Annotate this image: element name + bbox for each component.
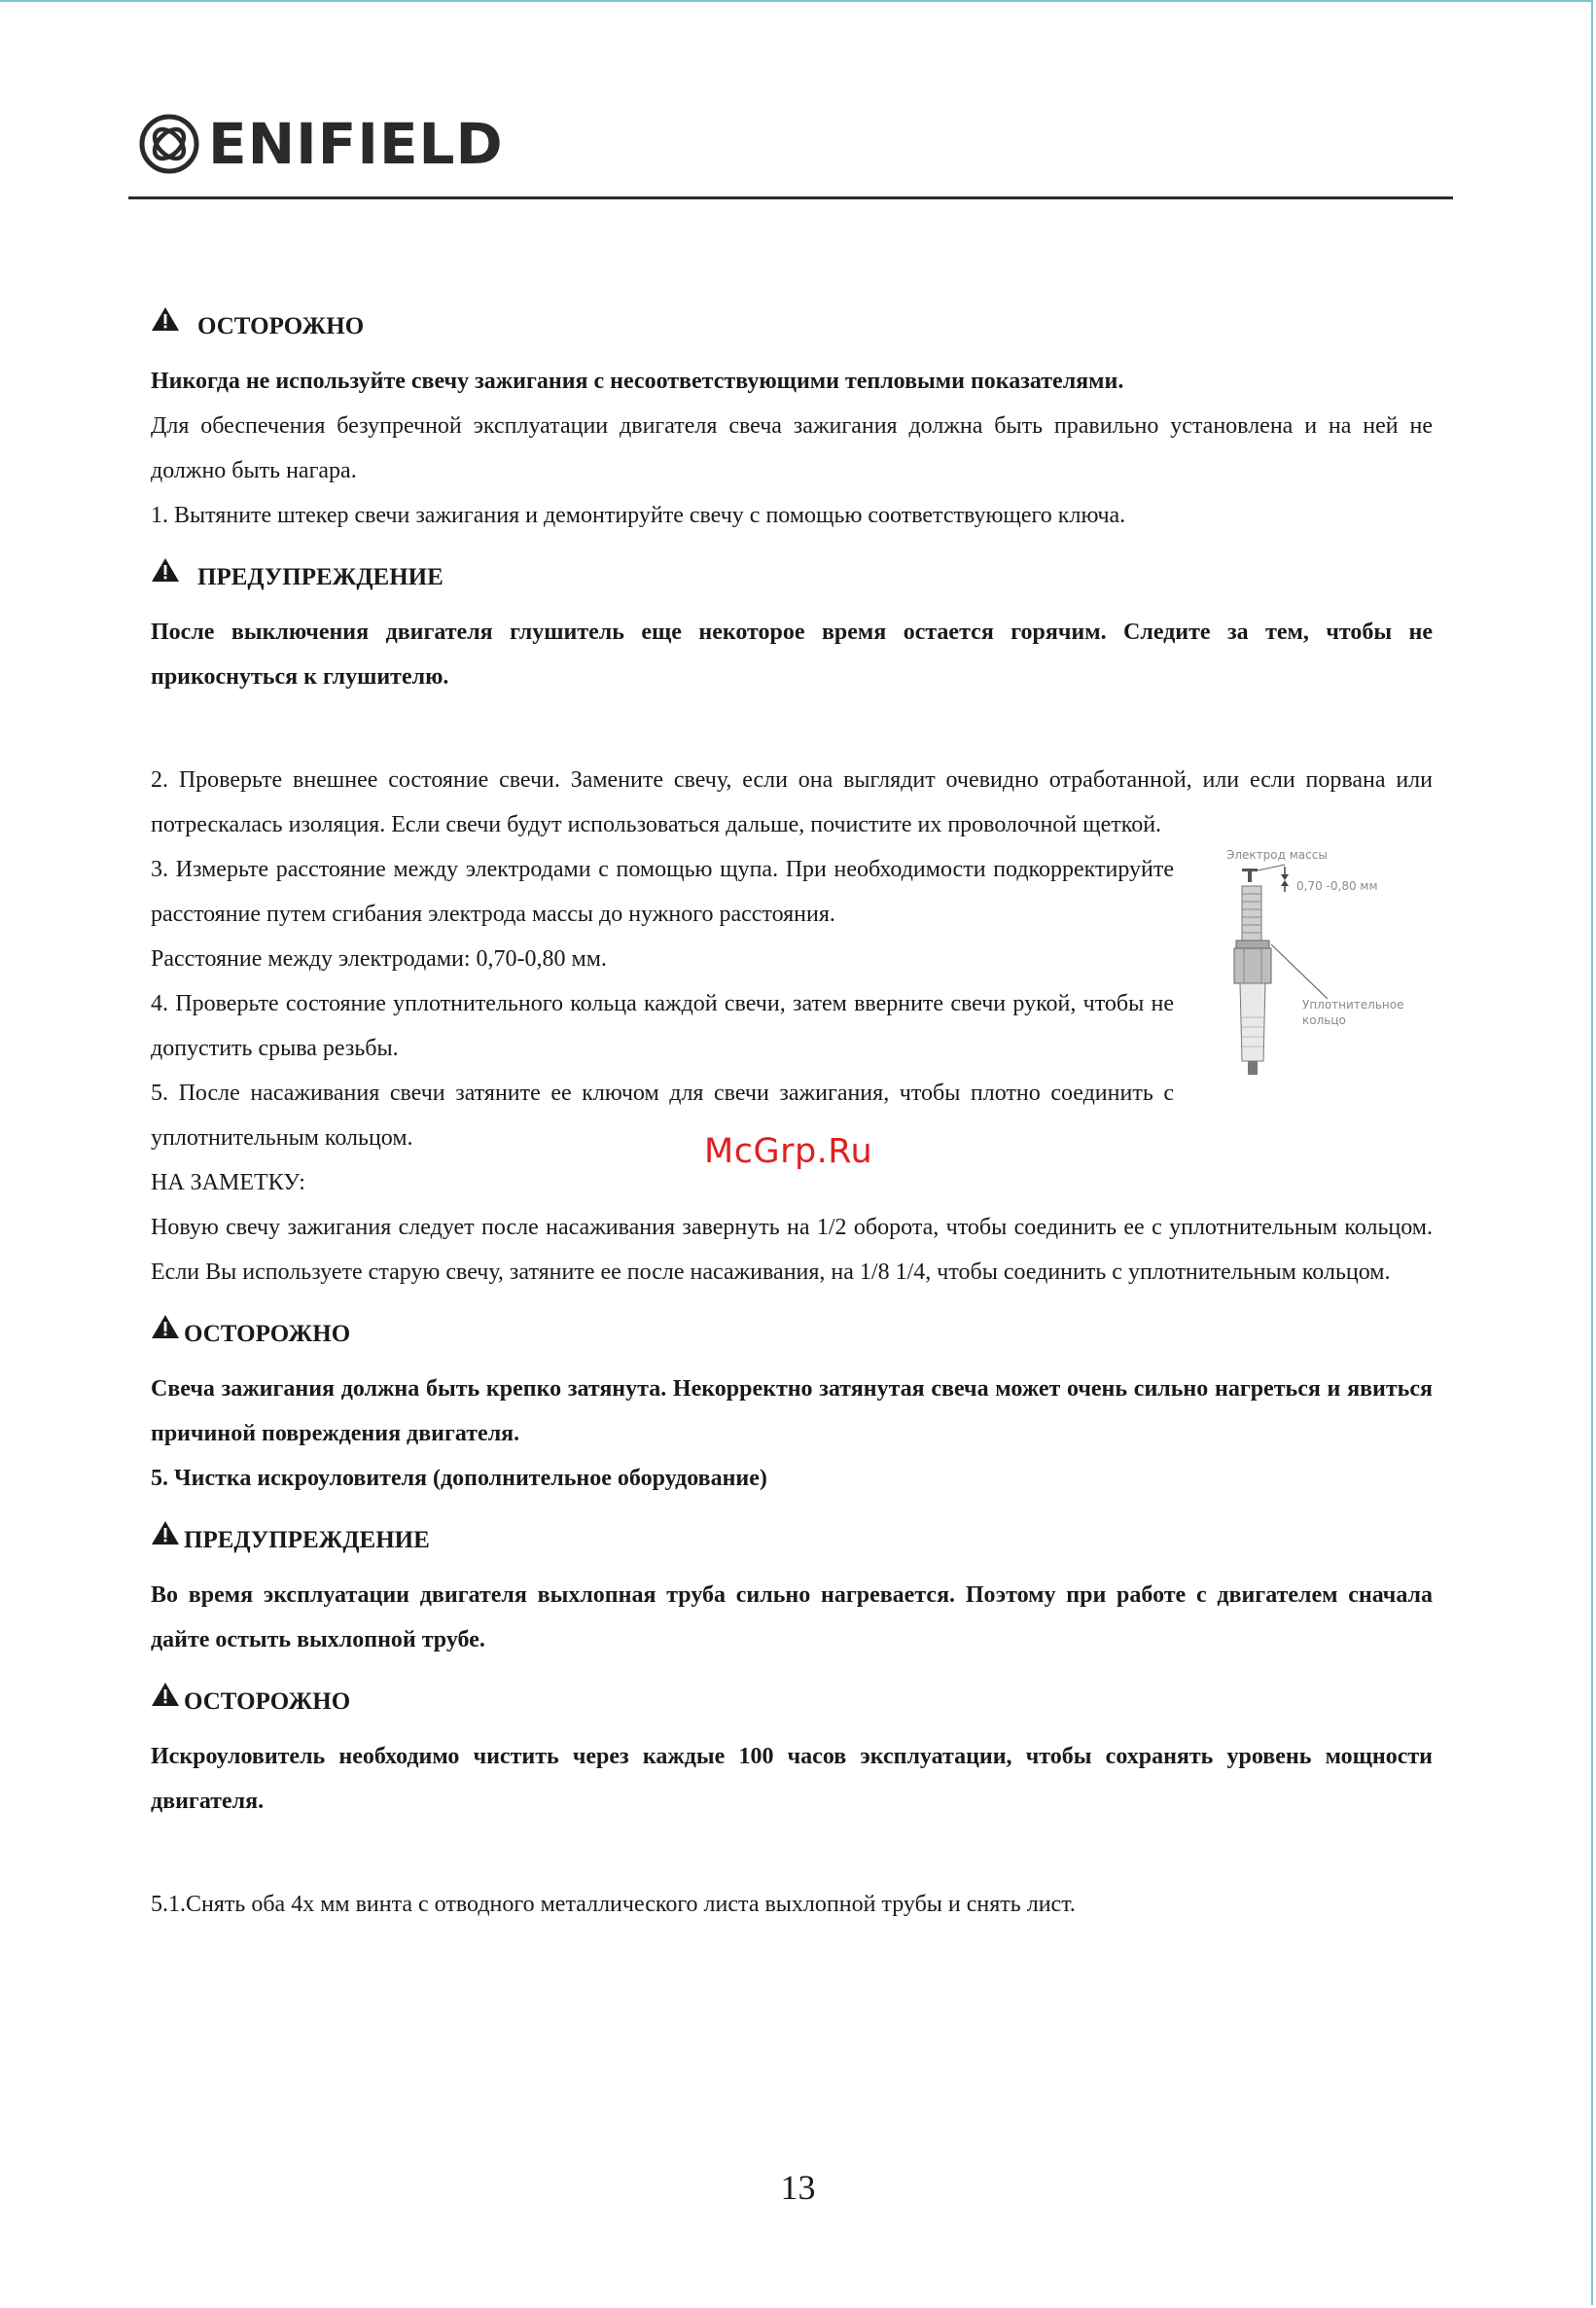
- watermark: McGrp.Ru: [704, 1132, 873, 1171]
- step-1: 1. Вытяните штекер свечи зажигания и демонтируйте свечу с помощью соответствующего ключа.: [151, 503, 1126, 528]
- enifield-emblem-icon: [138, 113, 200, 175]
- caution-text: Искроуловитель необходимо чистить через каждые 100 часов эксплуатации, чтобы сохранять уровень мощности двигателя.: [151, 1744, 1433, 1814]
- caution-title: ОСТОРОЖНО: [184, 1321, 351, 1347]
- caution-heading-1: [151, 287, 1433, 341]
- warning-text: После выключения двигателя глушитель еще некоторое время остается горячим. Следите за тем, чтобы не прикоснуться к глушителю.: [151, 620, 1433, 690]
- ring-label: Уплотнительное кольцо: [1302, 998, 1404, 1027]
- page-number: 13: [780, 2168, 816, 2207]
- electrode-label: Электрод массы: [1226, 848, 1328, 862]
- warning-triangle-icon: [151, 1314, 180, 1339]
- step-4: 4. Проверьте состояние уплотнительного кольца каждой свечи, затем вверните свечи рукой, чтобы не допустить срыва резьбы.: [151, 991, 1174, 1061]
- warning-title: ПРЕДУПРЕЖДЕНИЕ: [197, 564, 443, 590]
- warning-heading-1: [151, 538, 1433, 592]
- caution-heading-2: [151, 1295, 1433, 1349]
- section-5-title: 5. Чистка искроуловителя (дополнительное оборудование): [151, 1466, 767, 1491]
- paragraph: Для обеспечения безупречной эксплуатации двигателя свеча зажигания должна быть правильно установлена и на ней не должно быть нагара.: [151, 413, 1433, 483]
- step-5: 5. После насаживания свечи затяните ее ключом для свечи зажигания, чтобы плотно соединить с уплотнительным кольцом.: [151, 1081, 1174, 1151]
- warning-triangle-icon: [151, 557, 180, 583]
- caution-title: ОСТОРОЖНО: [197, 313, 365, 339]
- header-divider: [128, 196, 1453, 199]
- caution-title: ОСТОРОЖНО: [184, 1688, 351, 1715]
- warning-text: Во время эксплуатации двигателя выхлопная труба сильно нагревается. Поэтому при работе с двигателем сначала дайте остыть выхлопной трубе.: [151, 1582, 1433, 1652]
- note-text: Новую свечу зажигания следует после насаживания завернуть на 1/2 оборота, чтобы соединить ее с уплотнительным кольцом. Если Вы используете старую свечу, затяните ее после насаживания, на 1/8 1/4, чтобы соединить с уплотнительным кольцом.: [151, 1215, 1433, 1285]
- caution-text: Никогда не используйте свечу зажигания с несоответствующими тепловыми показателями.: [151, 369, 1124, 394]
- step-3-gap-value: Расстояние между электродами: 0,70-0,80 мм.: [151, 946, 607, 972]
- warning-title: ПРЕДУПРЕЖДЕНИЕ: [184, 1527, 430, 1553]
- warning-triangle-icon: [151, 1682, 180, 1707]
- note-title: НА ЗАМЕТКУ:: [151, 1170, 305, 1195]
- step-2: 2. Проверьте внешнее состояние свечи. Замените свечу, если она выглядит очевидно отработанной, или если порвана или потрескалась изоляция. Если свечи будут использоваться дальше, почистите их проволочной щеткой.: [151, 767, 1433, 837]
- steps-with-figure: [151, 847, 1433, 1160]
- warning-heading-2: [151, 1501, 1433, 1555]
- warning-triangle-icon: [151, 306, 180, 332]
- caution-text: Свеча зажигания должна быть крепко затянута. Некорректно затянутая свеча может очень сильно нагреться и явиться причиной повреждения двигателя.: [151, 1376, 1433, 1446]
- brand-logo: [138, 105, 504, 183]
- caution-heading-3: [151, 1662, 1433, 1717]
- warning-triangle-icon: [151, 1520, 180, 1545]
- spark-plug-figure: [1221, 847, 1464, 1100]
- step-3: 3. Измерьте расстояние между электродами с помощью щупа. При необходимости подкорректируйте расстояние путем сгибания электрода массы до нужного расстояния.: [151, 857, 1174, 927]
- gap-label: 0,70 -0,80 мм: [1296, 879, 1378, 893]
- brand-name: ENIFIELD: [208, 111, 504, 177]
- step-5-1: 5.1.Снять оба 4х мм винта с отводного металлического листа выхлопной трубы и снять лист.: [151, 1892, 1076, 1917]
- page-content: [151, 287, 1433, 1927]
